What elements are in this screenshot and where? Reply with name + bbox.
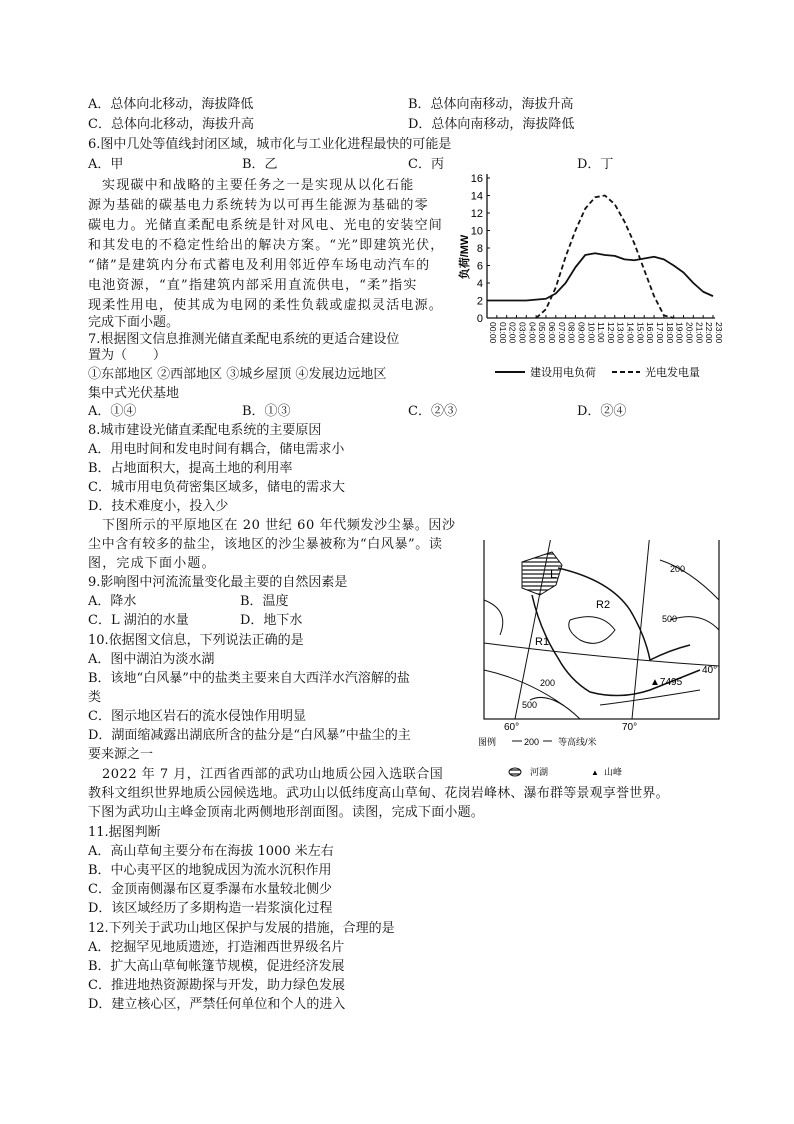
x-tick-label: 19:00 [674,322,685,344]
q8-option-d: D．技术难度小，投入少 [88,499,229,514]
q7-stem: 置为（ ） [88,348,167,363]
y-tick-label: 2 [476,295,483,308]
q9-option-a: A．降水 [88,594,137,609]
x-tick-label: 21:00 [694,322,705,344]
q6-option-b: B．乙 [242,157,278,172]
y-tick-label: 14 [470,190,483,203]
q10-option-b: B．该地“白风暴”中的盐类主要来自大西洋水汽溶解的盐 [88,671,410,686]
q11-option-c: C．金顶南侧瀑布区夏季瀑布水量较北侧少 [88,882,332,897]
y-tick-label: 0 [476,313,483,325]
legend-label-load: 建设用电负荷 [530,367,596,379]
legend-peak-label: 山峰 [604,767,623,777]
legend-lake-icon [509,768,521,776]
x-tick-label: 16:00 [645,322,656,344]
q9-option-b: B．温度 [240,594,289,609]
x-tick-label: 06:00 [546,322,557,344]
q9-stem: 9.影响图中河流流量变化最主要的自然因素是 [88,575,348,590]
contour-label: 200 [670,564,686,574]
region-map [470,540,740,780]
passage3-line: 教科文组织世界地质公园候选地。武功山以低纬度高山草甸、花岗岩峰林、瀑布群等景观享誉世界。 [88,786,669,801]
q6-option-a: A．甲 [88,157,124,172]
q6-option-c: C．丙 [408,157,444,172]
peak-label: ▲7495 [650,677,683,688]
x-tick-label: 08:00 [566,322,577,344]
x-tick-label: 00:00 [488,322,498,344]
power-load-chart [450,165,730,390]
q12-option-b: B．扩大高山草甸帐篷节规模，促进经济发展 [88,959,345,974]
q6-stem: 6.图中几处等值线封闭区域，城市化与工业化进程最快的可能是 [88,137,452,152]
legend-contour-value: 200 [524,737,540,747]
contour-label: 200 [540,678,556,688]
q8-stem: 8.城市建设光储直柔配电系统的主要原因 [88,423,322,438]
y-tick-label: 6 [476,260,483,273]
contour-label: 500 [662,614,678,624]
x-tick-label: 23:00 [714,322,724,344]
q10-stem: 10.依据图文信息，下列说法正确的是 [88,633,304,648]
passage3-line: 下图为武功山主峰金顶南北两侧地形剖面图。读图，完成下面小题。 [88,805,485,820]
q7-items: ①东部地区 ②西部地区 ③城乡屋顶 ④发展边远地区 [88,367,387,382]
q7-option-b: B．①③ [242,404,291,419]
river-label-r2: R2 [596,599,611,611]
passage1-line: 实现碳中和战略的主要任务之一是实现从以化石能 [102,178,415,193]
q8-option-c: C．城市用电负荷密集区域多，储电的需求大 [88,480,345,495]
q10-option-a: A．图中湖泊为淡水湖 [88,652,215,667]
q5-option-a: A．总体向北移动，海拔降低 [88,97,254,112]
q12-option-d: D．建立核心区，严禁任何单位和个人的进入 [88,997,346,1012]
x-tick-label: 15:00 [635,322,646,344]
q7-option-c: C．②③ [408,404,457,419]
y-tick-label: 8 [476,243,483,255]
x-tick-label: 18:00 [664,322,675,344]
q5-option-b: B．总体向南移动，海拔升高 [408,97,574,112]
x-tick-label: 09:00 [576,322,587,344]
y-tick-label: 16 [470,173,483,185]
passage1-line: 源为基础的碳基电力系统转为以可再生能源为基础的零 [88,198,429,213]
passage3-line: 2022 年 7 月，江西省西部的武功山地质公园入选联合国 [102,767,444,782]
y-axis-label: 负荷/MW [459,234,471,280]
q10-option-b-cont: 类 [88,690,102,705]
x-tick-label: 07:00 [556,322,567,344]
passage1-line: 现柔性用电，使其成为电网的柔性负载或虚拟灵活电源。 [88,298,444,313]
q7-option-a: A．①④ [88,404,137,419]
q5-option-c: C．总体向北移动，海拔升高 [88,117,254,132]
q12-option-c: C．推进地热资源勘探与开发，助力绿色发展 [88,978,345,993]
q10-option-d-cont: 要来源之一 [88,747,154,762]
passage1-line: 电池资源，“直”指建筑内部采用直流供电，“柔”指实 [88,278,418,293]
x-tick-label: 05:00 [537,322,548,344]
q5-option-d: D．总体向南移动，海拔降低 [408,117,575,132]
q11-option-b: B．中心夷平区的地貌成因为流水沉积作用 [88,863,332,878]
y-tick-label: 4 [476,278,483,290]
q7-option-d: D．②④ [577,404,627,419]
x-tick-label: 17:00 [655,322,666,344]
lon-label-70: 70° [622,722,638,733]
q10-option-c: C．图示地区岩石的流水侵蚀作用明显 [88,709,306,724]
q10-option-d: D．湖面缩减露出湖底所含的盐分是“白风暴”中盐尘的主 [88,728,411,743]
passage1-line: 和其发电的不稳定性给出的解决方案。“光”即建筑光伏， [88,238,445,253]
x-tick-label: 01:00 [497,322,508,344]
passage1-line: 碳电力。光储直柔配电系统是针对风电、光电的安装空间 [88,218,444,233]
legend-lake-label: 河湖 [530,767,549,777]
passage2-line: 图，完成下面小题。 [88,556,216,571]
x-tick-label: 22:00 [704,322,715,344]
legend-title: 图例 [478,737,497,747]
q11-option-a: A．高山草甸主要分布在海拔 1000 米左右 [88,844,334,859]
q6-option-d: D．丁 [577,157,614,172]
x-tick-label: 04:00 [527,322,538,344]
x-tick-label: 12:00 [605,322,616,344]
passage2-line: 尘中含有较多的盐尘，该地区的沙尘暴被称为“白风暴”。读 [88,537,443,552]
load-series-line [487,253,713,300]
q9-option-d: D．地下水 [240,613,303,628]
lat-label-40: 40° [702,665,718,676]
q7-stem: 7.根据图文信息推测光储直柔配电系统的更适合建设位 [88,332,400,347]
river-label-r1: R1 [535,636,550,648]
x-tick-label: 11:00 [596,322,607,343]
x-tick-label: 02:00 [507,322,518,344]
y-tick-label: 10 [470,225,483,238]
passage2-line: 下图所示的平原地区在 20 世纪 60 年代频发沙尘暴。因沙 [102,518,456,533]
contour-label: 500 [522,700,538,710]
lon-label-60: 60° [504,722,520,733]
x-tick-label: 13:00 [615,322,626,344]
q9-option-c: C．L 湖泊的水量 [88,613,189,628]
x-tick-label: 10:00 [586,322,597,344]
legend-label-pv: 光电发电量 [645,367,700,379]
q11-stem: 11.据图判断 [88,825,161,840]
legend-peak-icon: ▲ [591,768,599,777]
q7-items: 集中式光伏基地 [88,386,180,401]
q8-option-b: B．占地面积大，提高土地的利用率 [88,461,293,476]
passage1-line: 完成下面小题。 [88,315,180,330]
x-tick-label: 20:00 [684,322,695,344]
q11-option-d: D．该区域经历了多期构造一岩浆演化过程 [88,901,333,916]
q8-option-a: A．用电时间和发电时间有耦合，储电需求小 [88,442,345,457]
legend-contour-label: 等高线/米 [558,737,597,747]
q12-option-a: A．挖掘罕见地质遗迹，打造湘西世界级名片 [88,940,345,955]
x-tick-label: 03:00 [517,322,528,344]
lake-label: L [550,567,557,581]
passage1-line: “储”是建筑内分布式蓄电及利用邻近停车场电动汽车的 [88,258,431,273]
y-tick-label: 12 [470,208,483,220]
q12-stem: 12.下列关于武功山地区保护与发展的措施，合理的是 [88,921,395,936]
x-tick-label: 14:00 [625,322,636,344]
